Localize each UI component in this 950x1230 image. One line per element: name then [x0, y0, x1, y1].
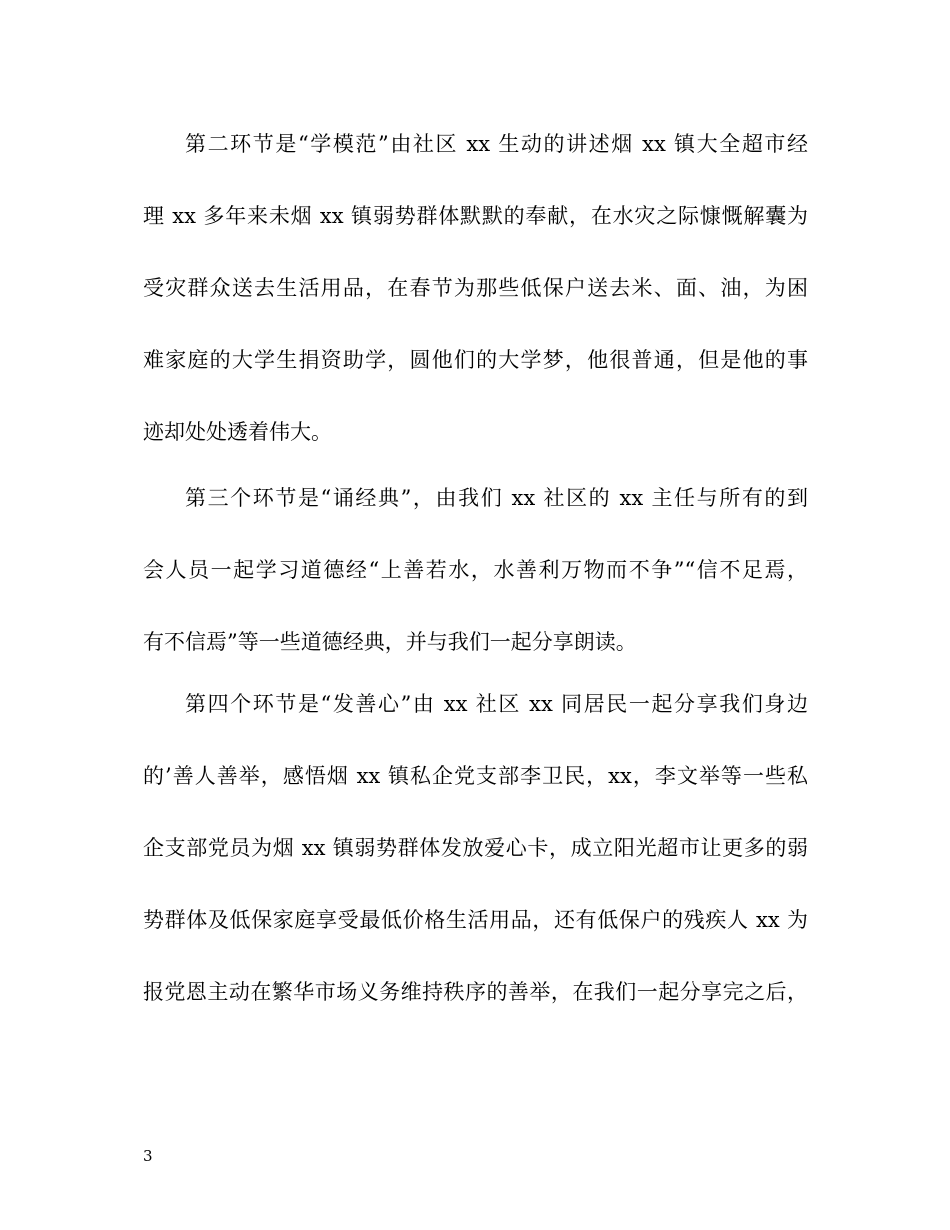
paragraph-1-line-4: 难家庭的大学生捐资助学，圆他们的大学梦，他很普通，但是他的事: [143, 348, 808, 372]
paragraph-1-line-3: 受灾群众送去生活用品，在春节为那些低保户送去米、面、油，为困: [143, 276, 808, 300]
paragraph-3-line-2: 的’善人善举，感悟烟 xx 镇私企党支部李卫民，xx，李文举等一些私: [143, 764, 808, 788]
paragraph-3-line-1: 第四个环节是“发善心”由 xx 社区 xx 同居民一起分享我们身边: [185, 692, 808, 716]
paragraph-3-line-3: 企支部党员为烟 xx 镇弱势群体发放爱心卡，成立阳光超市让更多的弱: [143, 836, 808, 860]
paragraph-1-line-5: 迹却处处透着伟大。: [143, 420, 332, 444]
paragraph-2-line-2: 会人员一起学习道德经“上善若水，水善利万物而不争”“信不足焉，: [143, 558, 808, 582]
page-number: 3: [143, 1147, 153, 1165]
paragraph-1-line-2: 理 xx 多年来未烟 xx 镇弱势群体默默的奉献，在水灾之际慷慨解囊为: [143, 204, 808, 228]
paragraph-3-line-4: 势群体及低保家庭享受最低价格生活用品，还有低保户的残疾人 xx 为: [143, 908, 808, 932]
paragraph-1-line-1: 第二环节是“学模范”由社区 xx 生动的讲述烟 xx 镇大全超市经: [185, 132, 808, 156]
paragraph-2-line-1: 第三个环节是“诵经典”，由我们 xx 社区的 xx 主任与所有的到: [185, 486, 808, 510]
paragraph-2-line-3: 有不信焉”等一些道德经典，并与我们一起分享朗读。: [143, 630, 637, 654]
paragraph-3-line-5: 报党恩主动在繁华市场义务维持秩序的善举，在我们一起分享完之后，: [143, 980, 808, 1004]
